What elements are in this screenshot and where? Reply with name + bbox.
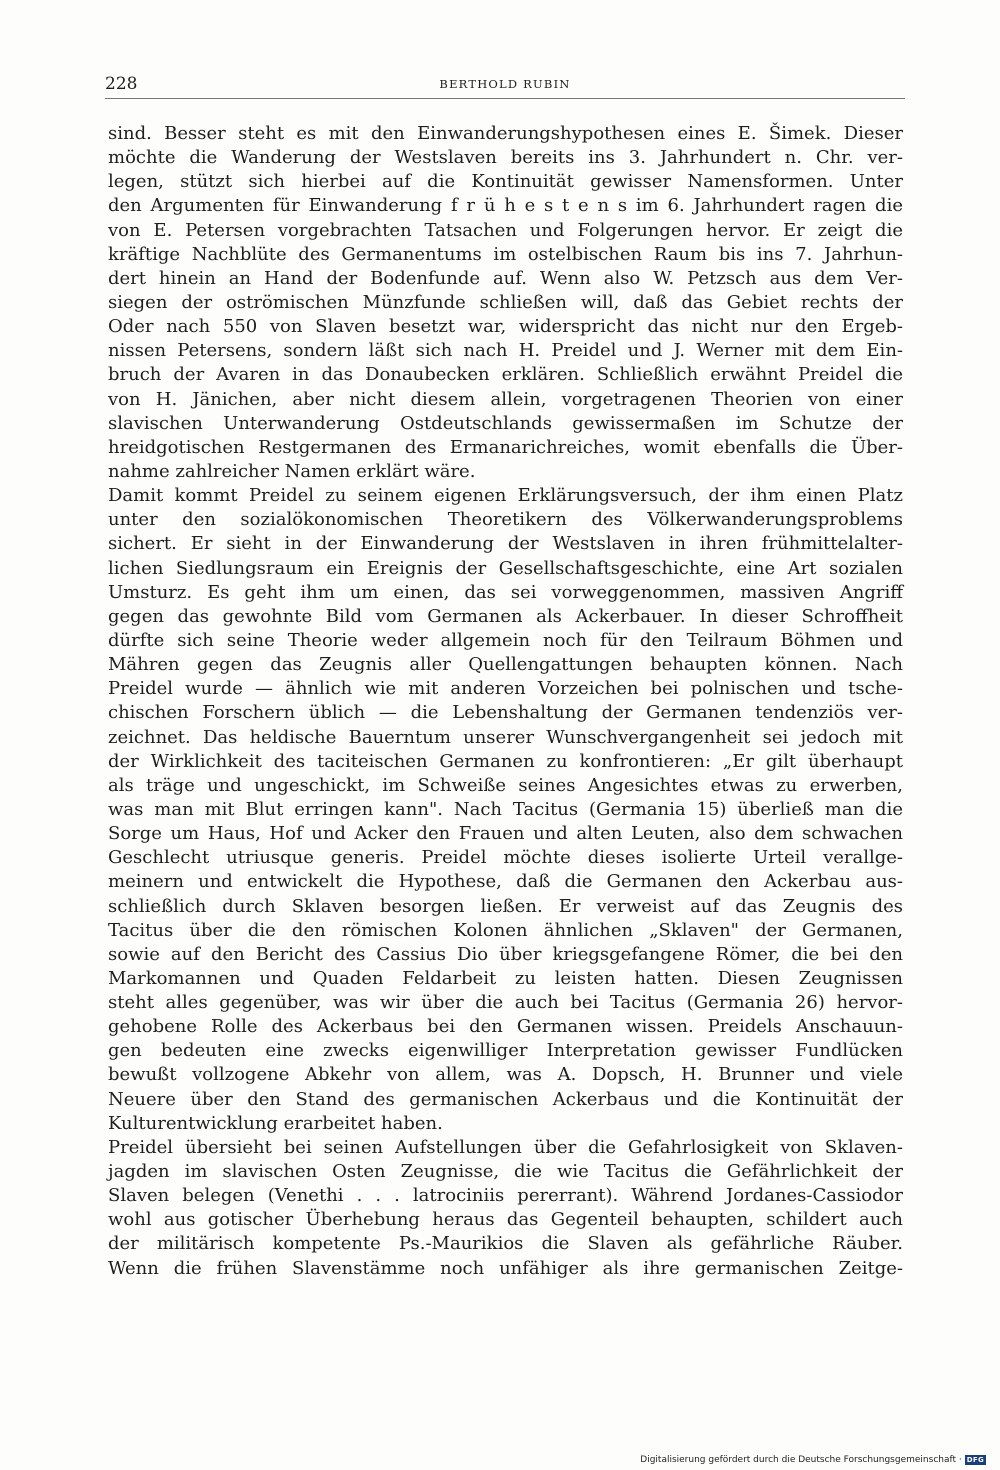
text-line: gehobene Rolle des Ackerbaus bei den Germanen wissen. Preidels Anschauun- (108, 1016, 903, 1038)
text-line: slavischen Unterwanderung Ostdeutschlands gewissermaßen im Schutze der (108, 412, 903, 434)
text-line: der Wirklichkeit des taciteischen Germanen zu konfrontieren: „Er gilt überhaupt (108, 750, 903, 772)
text-line: unter den sozialökonomischen Theoretikern des Völkerwanderungsproblems (108, 509, 903, 531)
text-line: Preidel übersieht bei seinen Aufstellungen über die Gefahrlosigkeit von Sklaven- (108, 1136, 903, 1158)
header-rule (105, 98, 905, 99)
text-line: sichert. Er sieht in der Einwanderung der Westslaven in ihren frühmittelalter- (108, 533, 903, 555)
text-line: Slaven belegen (Venethi . . . latrociniis pererrant). Während Jordanes-Cassiodor (108, 1185, 903, 1207)
digitization-footer (640, 1453, 986, 1467)
dfg-logo: DFG (966, 1456, 984, 1464)
text-line: als träge und ungeschickt, im Schweiße seines Angesichtes etwas zu erwerben, (108, 774, 903, 796)
text-line: möchte die Wanderung der Westslaven bereits ins 3. Jahrhundert n. Chr. ver- (108, 147, 903, 169)
text-line: sind. Besser steht es mit den Einwanderungshypothesen eines E. Šimek. Dieser (108, 123, 903, 144)
text-line: chischen Forschern üblich — die Lebenshaltung der Germanen tendenziös ver- (108, 702, 903, 724)
text-line: Sorge um Haus, Hof und Acker den Frauen und alten Leuten, also dem schwachen (108, 823, 903, 845)
text-line: bruch der Avaren in das Donaubecken erklären. Schließlich erwähnt Preidel die (108, 364, 903, 386)
text-line: dert hinein an Hand der Bodenfunde auf. Wenn also W. Petzsch aus dem Ver- (108, 267, 903, 289)
text-line: Oder nach 550 von Slaven besetzt war, widerspricht das nicht nur den Ergeb- (108, 316, 903, 338)
text-line: der militärisch kompetente Ps.-Maurikios die Slaven als gefährliche Räuber. (108, 1233, 903, 1255)
text-line: gegen das gewohnte Bild vom Germanen als Ackerbauer. In dieser Schroffheit (108, 605, 903, 627)
text-line: was man mit Blut erringen kann". Nach Tacitus (Germania 15) überließ man die (108, 798, 903, 820)
text-line: Wenn die frühen Slavenstämme noch unfähiger als ihre germanischen Zeitge- (108, 1257, 903, 1279)
text-line: schließlich durch Sklaven besorgen ließen. Er verweist auf das Zeugnis des (108, 895, 903, 917)
page-number: 228 (105, 74, 138, 94)
text-line: steht alles gegenüber, was wir über die auch bei Tacitus (Germania 26) hervor- (108, 992, 903, 1014)
text-line: Neuere über den Stand des germanischen Ackerbaus und die Kontinuität der (108, 1088, 903, 1110)
footer-text: Digitalisierung gefördert durch die Deutsche Forschungsgemeinschaft · (640, 1455, 962, 1465)
text-line: Damit kommt Preidel zu seinem eigenen Erklärungsversuch, der ihm einen Platz (108, 485, 903, 507)
text-line: zeichnet. Das heldische Bauerntum unserer Wunschvergangenheit sei jedoch mit (108, 726, 903, 748)
text-line: wohl aus gotischer Überhebung heraus das Gegenteil behaupten, schildert auch (108, 1209, 903, 1231)
text-line: nissen Petersens, sondern läßt sich nach H. Preidel und J. Werner mit dem Ein- (108, 340, 903, 362)
text-line: Geschlecht utriusque generis. Preidel möchte dieses isolierte Urteil verallge- (108, 847, 903, 869)
text-line: von H. Jänichen, aber nicht diesem allein, vorgetragenen Theorien von einer (108, 388, 903, 410)
text-line: Preidel wurde — ähnlich wie mit anderen Vorzeichen bei polnischen und tsche- (108, 678, 903, 700)
text-line: von E. Petersen vorgebrachten Tatsachen und Folgerungen hervor. Er zeigt die (108, 219, 903, 241)
text-line: sowie auf den Bericht des Cassius Dio über kriegsgefangene Römer, die bei den (108, 943, 903, 965)
text-line: Tacitus über die den römischen Kolonen ähnlichen „Sklaven" der Germanen, (108, 919, 903, 941)
text-line: Kulturentwicklung erarbeitet haben. (108, 1112, 443, 1134)
running-head: BERTHOLD RUBIN (439, 77, 571, 91)
text-line: kräftige Nachblüte des Germanentums im ostelbischen Raum bis ins 7. Jahrhun- (108, 243, 903, 265)
text-line: lichen Siedlungsraum ein Ereignis der Gesellschaftsgeschichte, eine Art sozialen (108, 557, 903, 579)
text-line: dürfte sich seine Theorie weder allgemein noch für den Teilraum Böhmen und (108, 629, 903, 651)
text-line: hreidgotischen Restgermanen des Ermanarichreiches, womit ebenfalls die Über- (108, 436, 903, 458)
text-line: Mähren gegen das Zeugnis aller Quellengattungen behaupten können. Nach (108, 654, 903, 676)
text-line: jagden im slavischen Osten Zeugnisse, die wie Tacitus die Gefährlichkeit der (108, 1161, 903, 1183)
text-line: gen bedeuten eine zwecks eigenwilliger Interpretation gewisser Fundlücken (108, 1040, 903, 1062)
text-line: legen, stützt sich hierbei auf die Kontinuität gewisser Namensformen. Unter (108, 171, 903, 193)
text-line: bewußt vollzogene Abkehr von allem, was A. Dopsch, H. Brunner und viele (108, 1064, 903, 1086)
text-line: meinern und entwickelt die Hypothese, daß die Germanen den Ackerbau aus- (108, 871, 903, 893)
text-line: nahme zahlreicher Namen erklärt wäre. (108, 460, 476, 482)
page-header (105, 74, 905, 98)
text-line: Markomannen und Quaden Feldarbeit zu leisten hatten. Diesen Zeugnissen (108, 967, 903, 989)
body-text (108, 122, 903, 1281)
text-line: Umsturz. Es geht ihm um einen, das sei vorweggenommen, massiven Angriff (108, 581, 903, 603)
text-line: siegen der oströmischen Münzfunde schließen will, daß das Gebiet rechts der (108, 291, 903, 313)
text-line: den Argumenten für Einwanderung f r ü h e s t e n s im 6. Jahrhundert ragen die (108, 195, 903, 217)
